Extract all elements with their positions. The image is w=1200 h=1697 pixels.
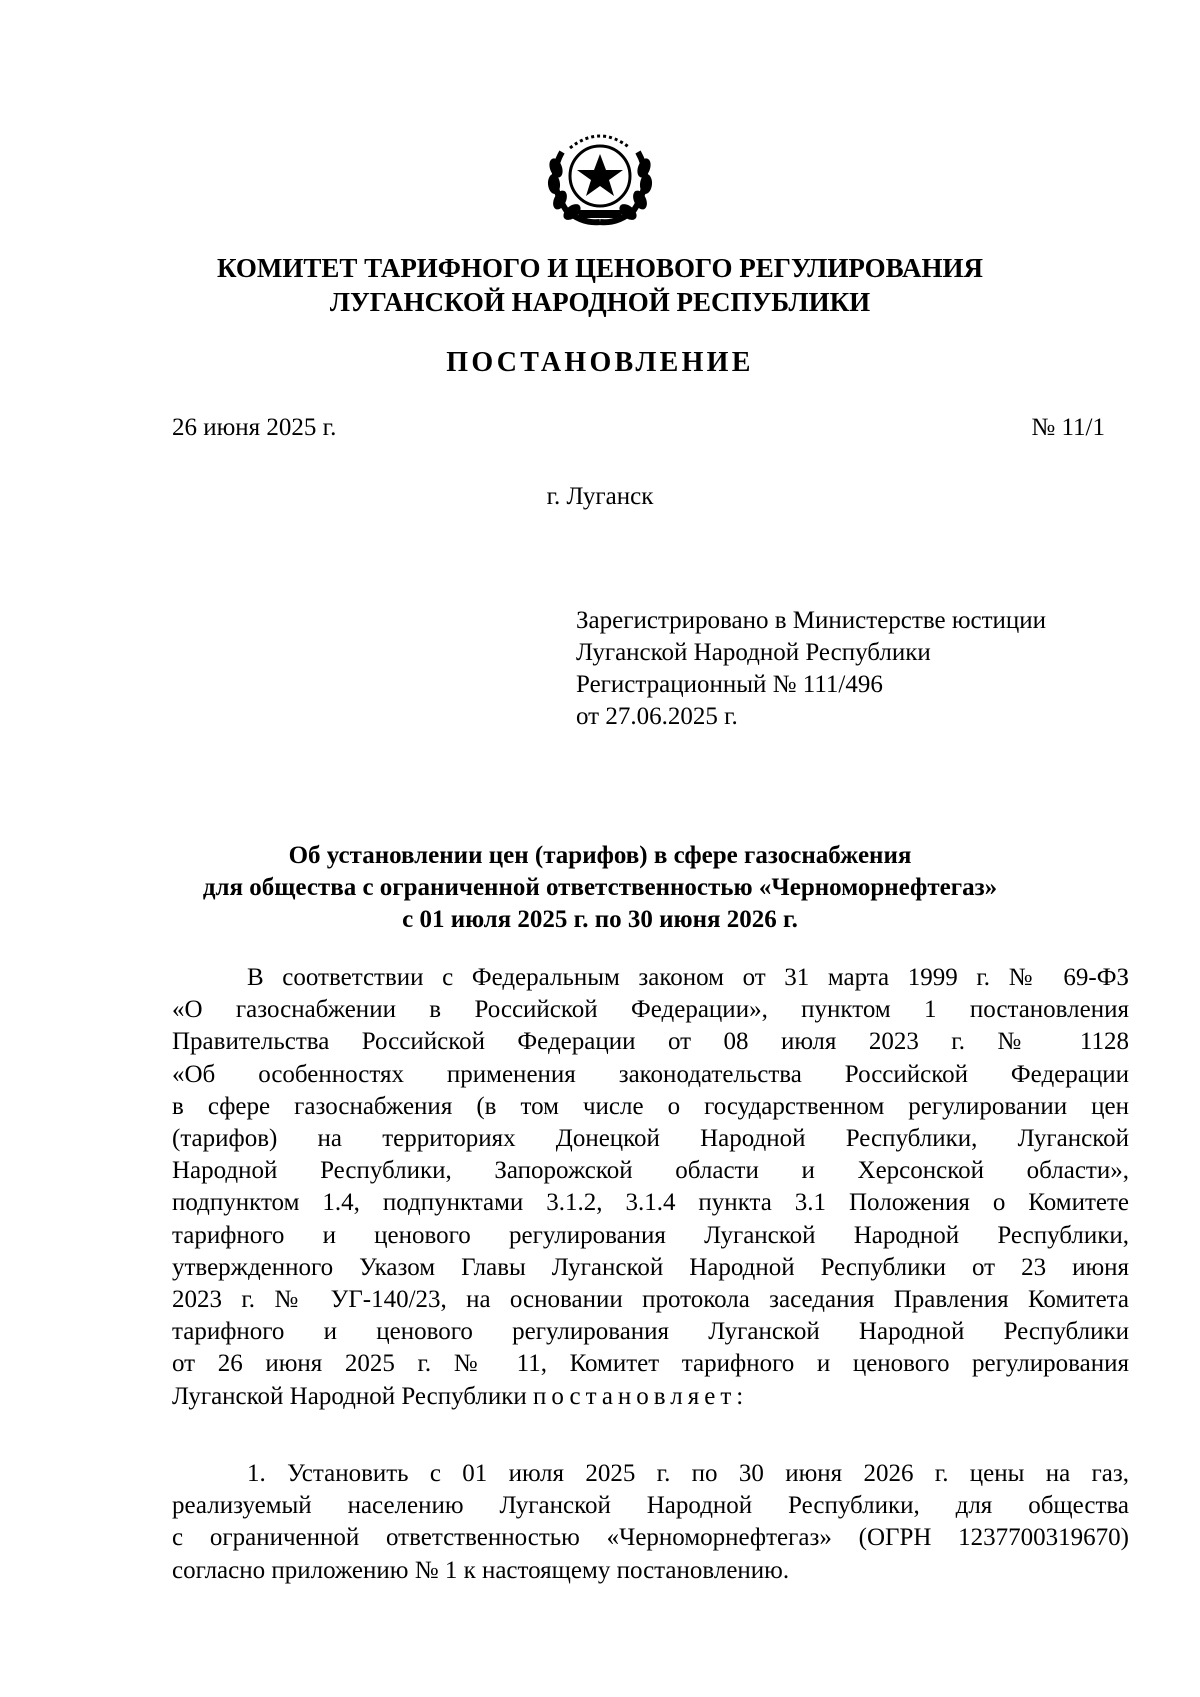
paragraph-line: «О газоснабжении в Российской Федерации», пунктом 1 постановления [172, 996, 1129, 1024]
paragraph-line: (тарифов) на территориях Донецкой Народной Республики, Луганской [172, 1125, 1129, 1153]
registration-line: Луганской Народной Республики [576, 639, 931, 666]
resolution-verb: постановляет [533, 1382, 737, 1410]
paragraph-line: В соответствии с Федеральным законом от 31 марта 1999 г. № 69-ФЗ [247, 964, 1129, 991]
registration-line: Регистрационный № 111/496 [576, 671, 883, 698]
final-line-suffix: : [736, 1382, 744, 1410]
paragraph-line: реализуемый населению Луганской Народной Республики, для общества [172, 1492, 1129, 1520]
paragraph-line: 2023 г. № УГ-140/23, на основании протокола заседания Правления Комитета [172, 1286, 1129, 1314]
paragraph-line: утвержденного Указом Главы Луганской Народной Республики от 23 июня [172, 1253, 1129, 1281]
paragraph-line: 1. Установить с 01 июля 2025 г. по 30 июня 2026 г. цены на газ, [247, 1460, 1129, 1487]
organization-name-line2: ЛУГАНСКОЙ НАРОДНОЙ РЕСПУБЛИКИ [329, 287, 871, 317]
document-title [0, 840, 1200, 936]
coat-of-arms-icon [536, 118, 664, 230]
title-line: с 01 июля 2025 г. по 30 июня 2026 г. [402, 906, 798, 933]
paragraph-line: тарифного и ценового регулирования Луганской Народной Республики, [172, 1221, 1129, 1249]
registration-line: от 27.06.2025 г. [576, 703, 738, 730]
document-number: № 11/1 [1031, 414, 1105, 441]
title-line: Об установлении цен (тарифов) в сфере газоснабжения [288, 842, 912, 869]
organization-name-line1: КОМИТЕТ ТАРИФНОГО И ЦЕНОВОГО РЕГУЛИРОВАНИЯ [216, 253, 983, 283]
preamble-paragraph [172, 962, 1129, 1413]
document-date: 26 июня 2025 г. [172, 414, 337, 441]
document-type: ПОСТАНОВЛЕНИЕ [446, 347, 754, 378]
paragraph-line: от 26 июня 2025 г. № 11, Комитет тарифного и ценового регулирования [172, 1350, 1129, 1378]
paragraph-line: в сфере газоснабжения (в том числе о государственном регулировании цен [172, 1092, 1129, 1120]
paragraph-line: с ограниченной ответственностью «Черноморнефтегаз» (ОГРН 1237700319670) [172, 1524, 1129, 1552]
paragraph-line: тарифного и ценового регулирования Луганской Народной Республики [172, 1318, 1129, 1346]
title-line: для общества с ограниченной ответственностью «Черноморнефтегаз» [202, 874, 998, 901]
paragraph-line: подпунктом 1.4, подпунктами 3.1.2, 3.1.4 пункта 3.1 Положения о Комитете [172, 1189, 1129, 1217]
paragraph-line-final [172, 1381, 1129, 1413]
registration-stamp [576, 605, 1046, 733]
resolution-item-1 [172, 1458, 1129, 1587]
paragraph-line: Народной Республики, Запорожской области и Херсонской области», [172, 1157, 1129, 1185]
paragraph-line: Правительства Российской Федерации от 08 июля 2023 г. № 1128 [172, 1028, 1129, 1056]
paragraph-line: согласно приложению № 1 к настоящему постановлению. [172, 1556, 790, 1584]
final-line-prefix: Луганской Народной Республики [172, 1382, 533, 1410]
document-city: г. Луганск [546, 483, 654, 510]
paragraph-line: «Об особенностях применения законодательства Российской Федерации [172, 1060, 1129, 1088]
registration-line: Зарегистрировано в Министерстве юстиции [576, 607, 1047, 634]
